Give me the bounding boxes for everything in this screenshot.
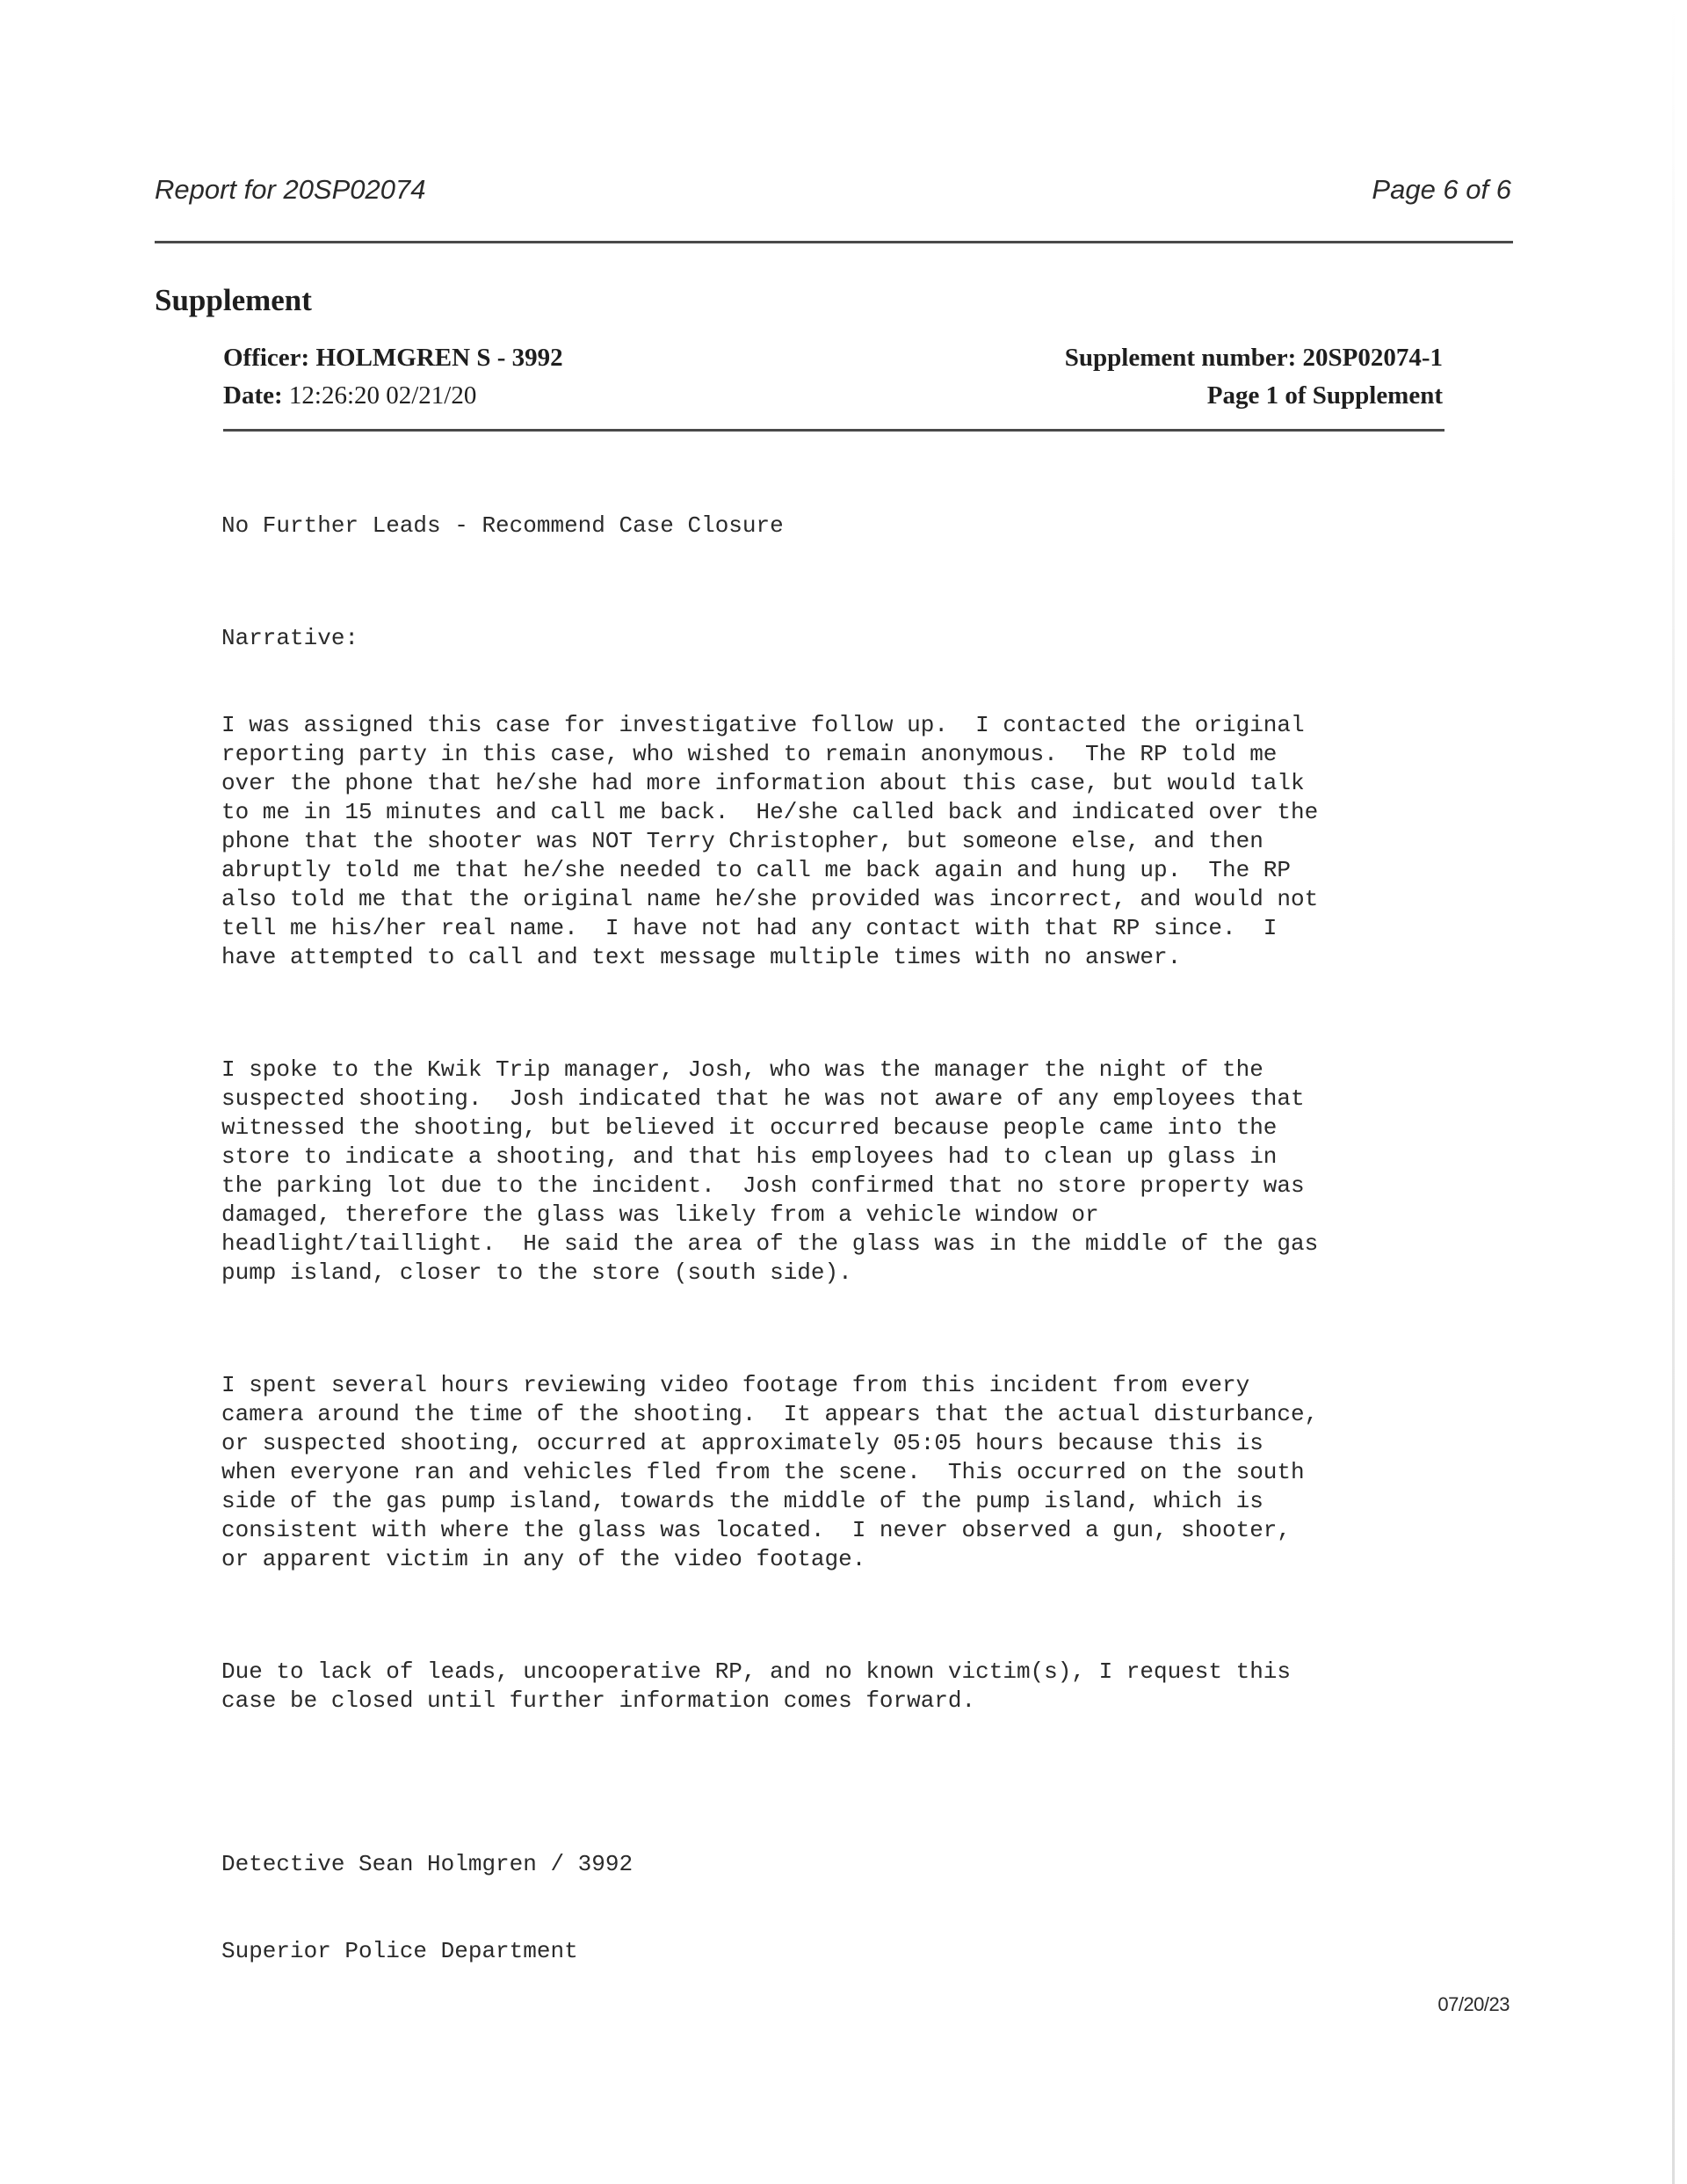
date-value: 12:26:20 02/21/20 bbox=[288, 381, 477, 410]
supplement-number-line bbox=[1065, 339, 1443, 377]
narrative-paragraph-2: I spoke to the Kwik Trip manager, Josh, who was the manager the night of the suspected shooting. Josh indicated that he was not aware of any employees that witnessed the shooting, but believed it occurred because people came into the store to indicate a shooting, and that his employees had to clean up glass in the parking lot due to the incident. Josh confirmed that no store property was damaged, therefore the glass was likely from a vehicle window or headlight/taillight. He said the area of the glass was in the middle of the gas pump island, closer to the store (south side). bbox=[221, 1056, 1319, 1286]
narrative-heading: No Further Leads - Recommend Case Closure bbox=[221, 512, 784, 539]
officer-line bbox=[223, 339, 563, 377]
supplement-meta-right bbox=[1065, 339, 1443, 415]
supplement-page: Page 1 of Supplement bbox=[1206, 381, 1443, 410]
narrative-body bbox=[221, 453, 1469, 1995]
date-line bbox=[223, 377, 563, 415]
narrative-paragraph-1: I was assigned this case for investigative follow up. I contacted the original reporting party in this case, who wished to remain anonymous. The RP told me over the phone that he/she had more information about this case, but would talk to me in 15 minutes and call me back. He/she called back and indicated over the phone that the shooter was NOT Terry Christopher, but someone else, and then abruptly told me that he/she needed to call me back again and hung up. The RP also told me that the original name he/she provided was incorrect, and would not tell me his/her real name. I have not had any contact with that RP since. I have attempted to call and text message multiple times with no answer. bbox=[221, 712, 1319, 970]
page-edge-shadow bbox=[1672, 0, 1675, 2184]
meta-divider bbox=[223, 429, 1444, 432]
supplement-number-value: 20SP02074-1 bbox=[1302, 344, 1443, 372]
report-header bbox=[155, 174, 1511, 218]
narrative-paragraph-4: Due to lack of leads, uncooperative RP, and no known victim(s), I request this case be closed until further information comes forward. bbox=[221, 1658, 1291, 1714]
page-indicator: Page 6 of 6 bbox=[1372, 174, 1511, 205]
narrative-paragraph-3: I spent several hours reviewing video footage from this incident from every camera around the time of the shooting. It appears that the actual disturbance, or suspected shooting, occurred at approximately 05:05 hours because this is when everyone ran and vehicles fled from the scene. This occurred on the south side of the gas pump island, towards the middle of the pump island, which is consistent with where the glass was located. I never observed a gun, shooter, or apparent victim in any of the video footage. bbox=[221, 1372, 1319, 1572]
signature-name: Detective Sean Holmgren / 3992 bbox=[221, 1851, 634, 1877]
supplement-meta-left bbox=[223, 339, 563, 415]
officer-label: Officer: bbox=[223, 344, 310, 372]
date-label: Date: bbox=[223, 381, 283, 410]
signature-department: Superior Police Department bbox=[221, 1938, 578, 1964]
supplement-number-label: Supplement number: bbox=[1064, 344, 1297, 372]
officer-value: HOLMGREN S - 3992 bbox=[315, 344, 563, 372]
section-title: Supplement bbox=[155, 283, 312, 317]
footer-date: 07/20/23 bbox=[1437, 1993, 1510, 2015]
header-divider bbox=[155, 241, 1513, 243]
supplement-meta bbox=[223, 339, 1443, 418]
report-title: Report for 20SP02074 bbox=[155, 174, 426, 205]
narrative-label: Narrative: bbox=[221, 625, 359, 651]
